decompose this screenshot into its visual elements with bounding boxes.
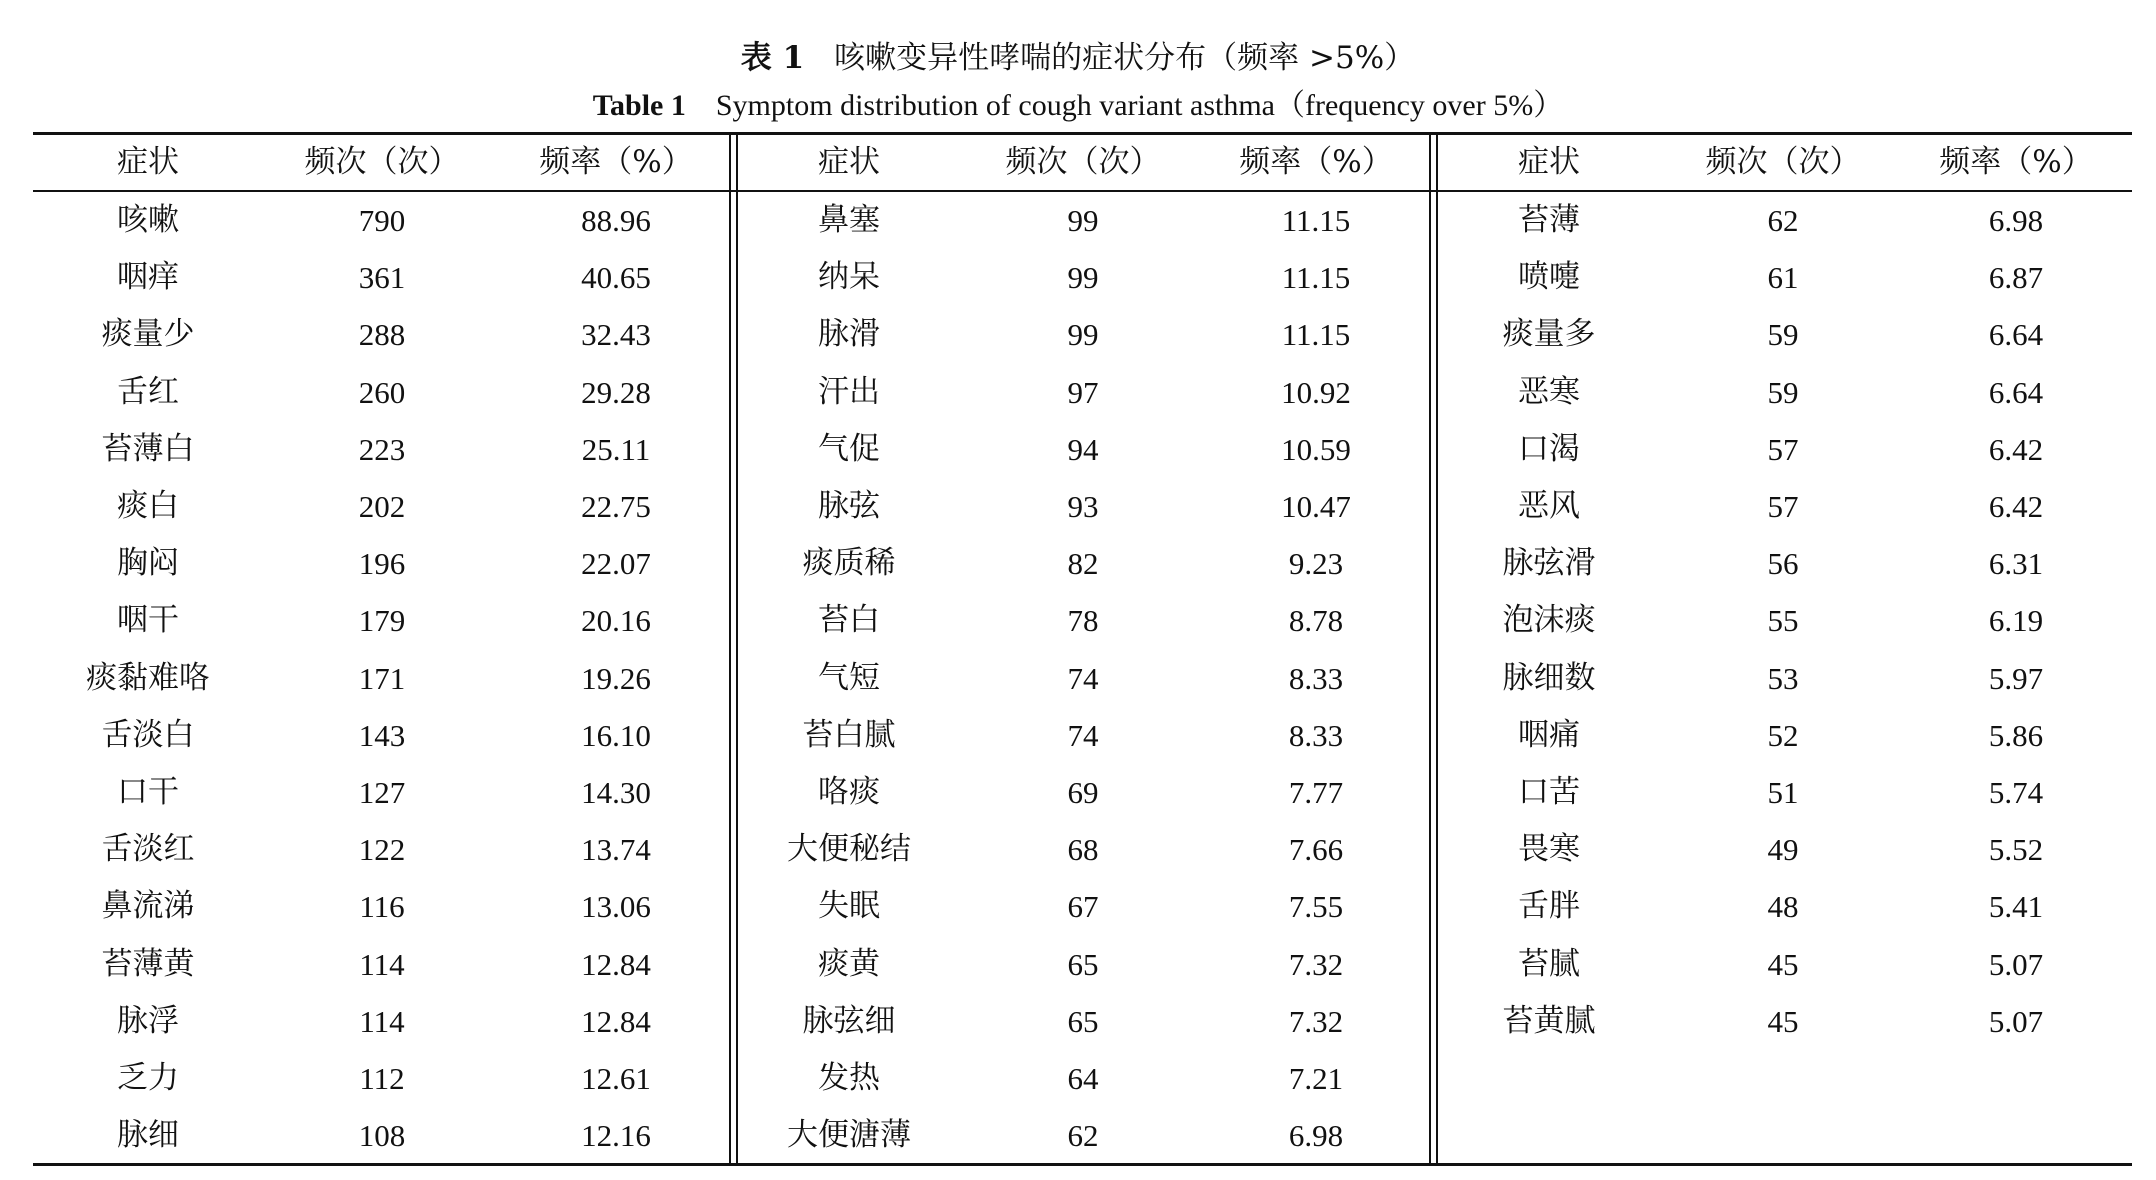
table-caption-english xyxy=(0,84,2156,128)
count-cell: 99 xyxy=(1067,317,1099,353)
count-cell: 69 xyxy=(1067,775,1099,810)
count-cell: 65 xyxy=(1067,946,1099,982)
rate-cell: 5.41 xyxy=(1988,889,2044,925)
rate-cell: 6.98 xyxy=(1288,1118,1344,1154)
header-symptom: 症状 xyxy=(818,144,880,180)
rate-cell: 8.33 xyxy=(1288,717,1344,753)
symptom-cell: 苔黄腻 xyxy=(1502,1002,1596,1039)
symptom-cell: 脉弦细 xyxy=(802,1002,896,1039)
symptom-cell: 脉浮 xyxy=(117,1002,179,1039)
symptom-cell: 纳呆 xyxy=(818,259,880,296)
count-cell: 223 xyxy=(358,431,406,467)
rate-cell: 7.77 xyxy=(1288,775,1344,810)
symptom-cell: 胸闷 xyxy=(117,545,179,582)
rate-cell: 7.66 xyxy=(1288,832,1344,868)
header-rate: 频率（%） xyxy=(539,144,693,180)
symptom-cell: 乏力 xyxy=(117,1060,179,1096)
rate-cell: 6.19 xyxy=(1988,603,2044,639)
count-cell: 260 xyxy=(358,374,406,410)
rate-cell: 6.42 xyxy=(1988,431,2044,467)
count-cell: 59 xyxy=(1767,374,1799,410)
rate-cell: 13.74 xyxy=(581,832,651,868)
count-cell: 202 xyxy=(358,489,406,524)
table-body xyxy=(0,192,2156,1162)
rate-cell: 40.65 xyxy=(581,260,651,296)
count-cell: 114 xyxy=(359,946,405,982)
rate-cell: 6.98 xyxy=(1988,203,2044,238)
count-cell: 122 xyxy=(358,832,406,868)
rate-cell: 8.78 xyxy=(1288,603,1344,639)
count-cell: 67 xyxy=(1067,889,1099,925)
rate-cell: 10.47 xyxy=(1281,489,1351,524)
count-cell: 288 xyxy=(358,317,406,353)
rate-cell: 7.21 xyxy=(1288,1061,1344,1096)
count-cell: 61 xyxy=(1767,260,1799,296)
count-cell: 62 xyxy=(1067,1118,1099,1154)
symptom-cell: 苔薄黄 xyxy=(101,945,195,982)
count-cell: 53 xyxy=(1767,660,1799,696)
rate-cell: 7.32 xyxy=(1288,1003,1344,1039)
header-count: 频次（次） xyxy=(1705,144,1861,180)
rate-cell: 10.92 xyxy=(1281,374,1351,410)
symptom-cell: 痰量多 xyxy=(1502,316,1596,353)
header-symptom: 症状 xyxy=(117,144,179,180)
rate-cell: 19.26 xyxy=(581,660,651,696)
rate-cell: 12.61 xyxy=(581,1061,651,1096)
count-cell: 114 xyxy=(359,1003,405,1039)
count-cell: 57 xyxy=(1767,431,1799,467)
rate-cell: 5.74 xyxy=(1988,775,2044,810)
symptom-cell: 口干 xyxy=(117,774,179,810)
rate-cell: 7.32 xyxy=(1288,946,1344,982)
rate-cell: 5.52 xyxy=(1988,832,2044,868)
rate-cell: 29.28 xyxy=(581,374,651,410)
count-cell: 59 xyxy=(1767,317,1799,353)
count-cell: 93 xyxy=(1067,489,1099,524)
count-cell: 82 xyxy=(1067,546,1099,582)
table-header-row xyxy=(0,136,2156,188)
rate-cell: 14.30 xyxy=(581,775,651,810)
symptom-cell: 泡沫痰 xyxy=(1502,602,1596,639)
rate-cell: 11.15 xyxy=(1281,203,1351,238)
count-cell: 171 xyxy=(358,660,406,696)
count-cell: 45 xyxy=(1767,1003,1799,1039)
table-title-chinese: 咳嗽变异性哮喘的症状分布（频率 >5%） xyxy=(834,40,1416,76)
count-cell: 51 xyxy=(1767,775,1799,810)
header-count: 频次（次） xyxy=(1005,144,1161,180)
count-cell: 52 xyxy=(1767,717,1799,753)
count-cell: 361 xyxy=(358,260,406,296)
symptom-cell: 痰质稀 xyxy=(802,545,896,582)
symptom-cell: 舌淡白 xyxy=(101,716,195,753)
table-top-rule xyxy=(33,132,2132,135)
symptom-cell: 脉滑 xyxy=(818,316,880,353)
symptom-cell: 苔白 xyxy=(818,602,880,639)
count-cell: 49 xyxy=(1767,832,1799,868)
rate-cell: 20.16 xyxy=(581,603,651,639)
table-caption-chinese xyxy=(0,36,2156,80)
rate-cell: 22.07 xyxy=(581,546,651,582)
table-label-english: Table 1 xyxy=(592,89,686,122)
rate-cell: 5.07 xyxy=(1988,946,2044,982)
rate-cell: 88.96 xyxy=(581,203,651,238)
symptom-cell: 苔白腻 xyxy=(802,716,896,753)
rate-cell: 12.84 xyxy=(581,946,651,982)
count-cell: 65 xyxy=(1067,1003,1099,1039)
count-cell: 56 xyxy=(1767,546,1799,582)
rate-cell: 12.84 xyxy=(581,1003,651,1039)
symptom-cell: 咽痒 xyxy=(117,259,179,296)
count-cell: 74 xyxy=(1067,660,1099,696)
rate-cell: 10.59 xyxy=(1281,431,1351,467)
header-symptom: 症状 xyxy=(1518,144,1580,180)
rate-cell: 13.06 xyxy=(581,889,651,925)
count-cell: 57 xyxy=(1767,489,1799,524)
symptom-cell: 脉弦滑 xyxy=(1502,545,1596,582)
count-cell: 97 xyxy=(1067,374,1099,410)
symptom-cell: 喷嚏 xyxy=(1518,259,1580,296)
symptom-cell: 脉细 xyxy=(117,1117,179,1154)
rate-cell: 6.42 xyxy=(1988,489,2044,524)
count-cell: 112 xyxy=(359,1061,405,1096)
symptom-cell: 痰白 xyxy=(117,488,179,524)
symptom-cell: 咽干 xyxy=(117,602,179,639)
symptom-cell: 恶风 xyxy=(1518,488,1580,524)
rate-cell: 6.64 xyxy=(1988,317,2044,353)
count-cell: 45 xyxy=(1767,946,1799,982)
symptom-cell: 苔薄 xyxy=(1518,202,1580,238)
count-cell: 143 xyxy=(358,717,406,753)
count-cell: 48 xyxy=(1767,889,1799,925)
rate-cell: 5.07 xyxy=(1988,1003,2044,1039)
count-cell: 99 xyxy=(1067,260,1099,296)
rate-cell: 22.75 xyxy=(581,489,651,524)
symptom-cell: 大便溏薄 xyxy=(787,1117,911,1154)
rate-cell: 6.31 xyxy=(1988,546,2044,582)
symptom-cell: 畏寒 xyxy=(1518,831,1580,868)
rate-cell: 12.16 xyxy=(581,1118,651,1154)
count-cell: 74 xyxy=(1067,717,1099,753)
symptom-cell: 大便秘结 xyxy=(787,831,911,868)
symptom-cell: 恶寒 xyxy=(1518,373,1580,410)
symptom-cell: 苔腻 xyxy=(1518,945,1580,982)
symptom-cell: 咯痰 xyxy=(818,774,880,810)
rate-cell: 16.10 xyxy=(581,717,651,753)
symptom-cell: 痰黄 xyxy=(818,945,880,982)
symptom-cell: 咽痛 xyxy=(1518,716,1580,753)
symptom-cell: 舌胖 xyxy=(1518,888,1580,925)
symptom-cell: 舌淡红 xyxy=(101,831,195,868)
count-cell: 64 xyxy=(1067,1061,1099,1096)
count-cell: 99 xyxy=(1067,203,1099,238)
rate-cell: 25.11 xyxy=(581,431,651,467)
rate-cell: 8.33 xyxy=(1288,660,1344,696)
table-label-chinese: 表 1 xyxy=(740,40,805,76)
rate-cell: 7.55 xyxy=(1288,889,1344,925)
header-rate: 频率（%） xyxy=(1939,144,2093,180)
symptom-cell: 咳嗽 xyxy=(117,202,179,238)
rate-cell: 5.86 xyxy=(1988,717,2044,753)
symptom-cell: 脉细数 xyxy=(1502,659,1596,696)
count-cell: 179 xyxy=(358,603,406,639)
symptom-cell: 鼻塞 xyxy=(818,202,880,238)
count-cell: 790 xyxy=(358,203,406,238)
rate-cell: 11.15 xyxy=(1281,317,1351,353)
rate-cell: 11.15 xyxy=(1281,260,1351,296)
header-count: 频次（次） xyxy=(304,144,460,180)
count-cell: 94 xyxy=(1067,431,1099,467)
rate-cell: 6.64 xyxy=(1988,374,2044,410)
symptom-cell: 气短 xyxy=(818,659,880,696)
count-cell: 127 xyxy=(358,775,406,810)
symptom-cell: 发热 xyxy=(818,1060,880,1096)
symptom-cell: 鼻流涕 xyxy=(101,888,195,925)
symptom-cell: 脉弦 xyxy=(818,488,880,524)
header-rate: 频率（%） xyxy=(1239,144,1393,180)
symptom-cell: 苔薄白 xyxy=(101,430,195,467)
symptom-cell: 舌红 xyxy=(117,373,179,410)
rate-cell: 9.23 xyxy=(1288,546,1344,582)
symptom-cell: 痰量少 xyxy=(101,316,195,353)
symptom-cell: 汗出 xyxy=(818,373,880,410)
count-cell: 62 xyxy=(1767,203,1799,238)
count-cell: 78 xyxy=(1067,603,1099,639)
count-cell: 108 xyxy=(358,1118,406,1154)
symptom-cell: 气促 xyxy=(818,430,880,467)
symptom-cell: 口苦 xyxy=(1518,774,1580,810)
table-title-english: Symptom distribution of cough variant asthma（frequency over 5%） xyxy=(715,89,1564,122)
count-cell: 68 xyxy=(1067,832,1099,868)
rate-cell: 5.97 xyxy=(1988,660,2044,696)
rate-cell: 6.87 xyxy=(1988,260,2044,296)
symptom-cell: 口渴 xyxy=(1518,430,1580,467)
count-cell: 196 xyxy=(358,546,406,582)
symptom-cell: 失眠 xyxy=(818,888,880,925)
count-cell: 55 xyxy=(1767,603,1799,639)
count-cell: 116 xyxy=(359,889,405,925)
symptom-cell: 痰黏难咯 xyxy=(86,659,210,696)
rate-cell: 32.43 xyxy=(581,317,651,353)
